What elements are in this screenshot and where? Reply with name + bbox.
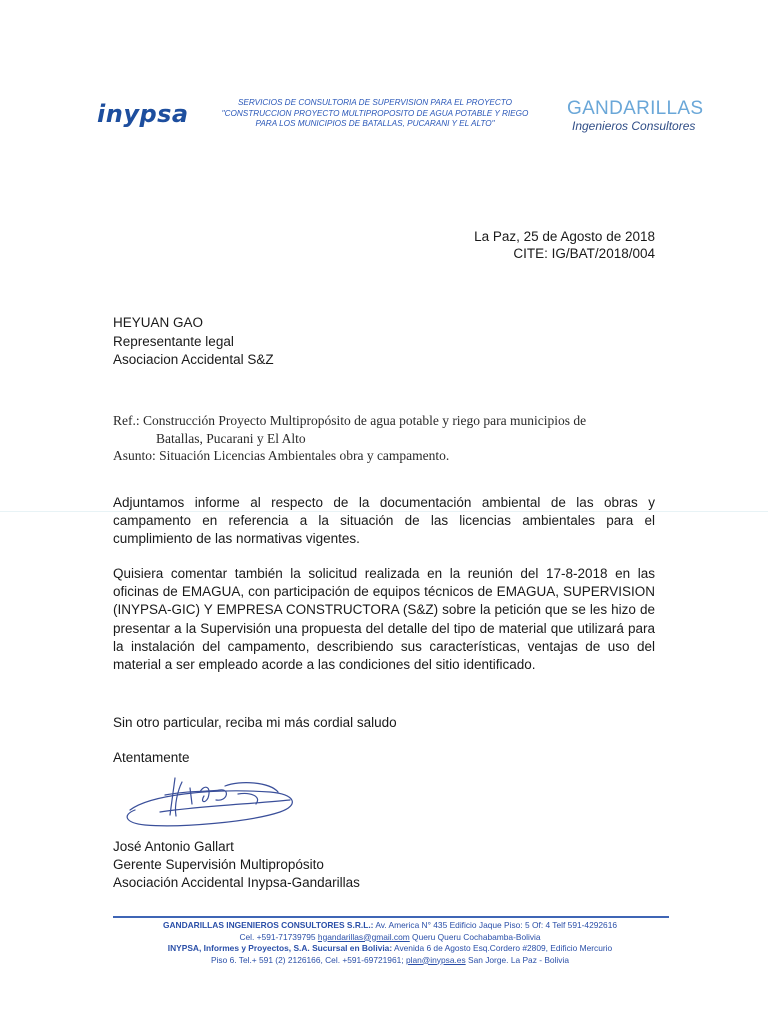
footer-gandarillas-cel: Cel. +591-71739795 [239, 931, 318, 942]
footer-contact [105, 920, 675, 966]
body-paragraph-2: Quisiera comentar también la solicitud realizada en la reunión del 17-8-2018 en las oficinas de EMAGUA, con participación de equipos técnicos de EMAGUA, SUPERVISION (INYPSA-GIC) Y EMPRESA CONSTRUCTORA (S&Z) sobre la petición que se les hizo de presentar a la Supervisión una propuesta del detalle del tipo de material que utilizará para la instalación del campamento, describiendo sus características, ventajas de uso del material a ser empleado acorde a las condiciones del sitio identificado. [113, 566, 655, 673]
footer-inypsa-address: Avenida 6 de Agosto Esq.Cordero #2809, Edificio Mercurio [392, 943, 613, 953]
footer-inypsa-name: INYPSA, Informes y Proyectos, S.A. Sucursal en Bolivia: [167, 943, 393, 953]
footer-gandarillas-city: Queru Queru Cochabamba-Bolivia [409, 931, 541, 942]
signer-org: Asociación Accidental Inypsa-Gandarillas [113, 875, 360, 890]
header-line-2: "CONSTRUCCION PROYECTO MULTIPROPOSITO DE AGUA POTABLE Y RIEGO [221, 108, 529, 118]
inypsa-logo: inypsa [97, 100, 189, 128]
footer-gandarillas-address: Av. America N° 435 Edificio Jaque Piso: 5 Of: 4 Telf 591-4292616 [373, 920, 618, 930]
handwritten-signature [120, 770, 305, 840]
footer-line-1 [105, 920, 675, 932]
ref-line-2: Batallas, Pucarani y El Alto [156, 430, 306, 446]
signer-block [113, 838, 360, 892]
ref-line-1: Ref.: Construcción Proyecto Multipropósito de agua potable y riego para municipios de [113, 413, 587, 428]
header-line-1: SERVICIOS DE CONSULTORIA DE SUPERVISION PARA EL PROYECTO [237, 98, 513, 107]
footer-gandarillas-email-link[interactable]: hgandarillas@gmail.com [317, 931, 410, 942]
recipient-block [113, 314, 274, 370]
recipient-name: HEYUAN GAO [113, 315, 204, 330]
gandarillas-logo-name: GANDARILLAS [567, 98, 704, 119]
closing-line: Sin otro particular, reciba mi más cordial saludo [113, 715, 397, 730]
body-paragraph-1: Adjuntamos informe al respecto de la documentación ambiental de las obras y campamento en referencia a la situación de las licencias ambientales para el cumplimiento de las normativas vigentes. [113, 495, 655, 547]
footer-line-2 [105, 932, 675, 944]
gandarillas-logo-subtitle: Ingenieros Consultores [572, 119, 696, 133]
footer-inypsa-city: San Jorge. La Paz - Bolivia [465, 954, 570, 965]
signer-title: Gerente Supervisión Multipropósito [113, 857, 324, 872]
recipient-org: Asociacion Accidental S&Z [113, 352, 274, 367]
header-project-description [205, 98, 545, 130]
letter-date: La Paz, 25 de Agosto de 2018 [474, 229, 655, 244]
reference-block [113, 412, 653, 465]
gandarillas-logo [567, 98, 703, 133]
footer-line-4 [105, 955, 675, 967]
recipient-role: Representante legal [113, 333, 234, 349]
asunto-line: Asunto: Situación Licencias Ambientales obra y campamento. [113, 448, 450, 463]
letter-cite: CITE: IG/BAT/2018/004 [513, 246, 655, 261]
footer-line-3 [105, 943, 675, 955]
footer-inypsa-email-link[interactable]: plan@inypsa.es [405, 954, 466, 965]
header-line-3: PARA LOS MUNICIPIOS DE BATALLAS, PUCARANI Y EL ALTO" [255, 119, 495, 128]
footer-gandarillas-name: GANDARILLAS INGENIEROS CONSULTORES S.R.L.: [162, 920, 374, 930]
sign-off: Atentamente [113, 750, 190, 765]
signer-name: José Antonio Gallart [113, 839, 234, 854]
footer-divider [113, 916, 669, 918]
date-block [474, 228, 655, 262]
footer-inypsa-phone: Piso 6. Tel.+ 591 (2) 2126166, Cel. +591-69721961; [210, 954, 406, 965]
